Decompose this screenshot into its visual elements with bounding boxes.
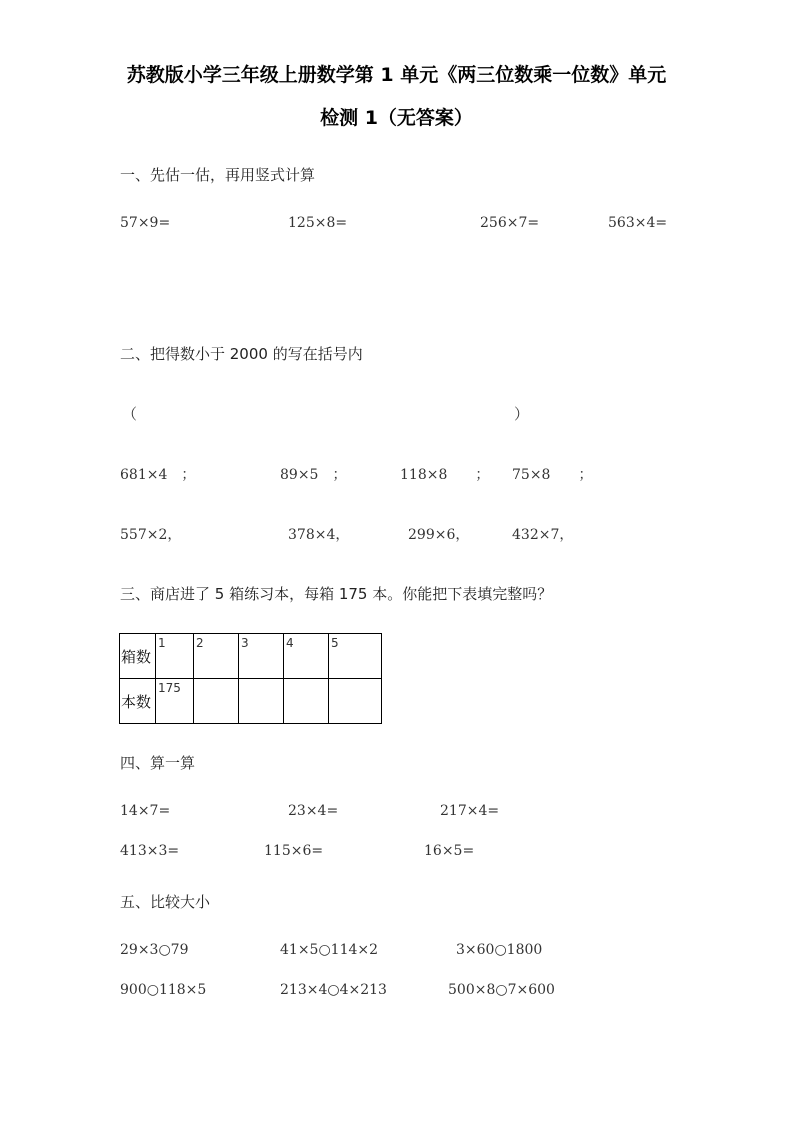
section2-row2-item-3: 299×6， — [408, 527, 470, 543]
section4-row2-item-2: 115×6= — [264, 843, 324, 859]
section2-row2-item-2: 378×4， — [288, 527, 350, 543]
section5-row2-item-1: 900○118×5 — [120, 982, 207, 998]
section4-row2-item-3: 16×5= — [424, 843, 475, 859]
section1-item-2: 125×8= — [288, 215, 348, 231]
section2-row2-item-1: 557×2， — [120, 527, 182, 543]
section5-row2-item-3: 500×8○7×600 — [448, 982, 555, 998]
section2-row1-item-3: 118×8 ； — [400, 467, 490, 483]
table-cell-box-3: 3 — [239, 634, 284, 679]
section4-row1-item-3: 217×4= — [440, 803, 500, 819]
section4-row2-item-1: 413×3= — [120, 843, 180, 859]
section4-heading: 四、算一算 — [120, 754, 196, 772]
section2-row2-item-4: 432×7， — [512, 527, 574, 543]
section4-row1-item-2: 23×4= — [288, 803, 339, 819]
row-header-books: 本数 — [120, 679, 156, 724]
table-cell-box-5: 5 — [329, 634, 382, 679]
table-row-books — [120, 679, 382, 724]
section1-item-4: 563×4= — [608, 215, 668, 231]
section1-item-1: 57×9= — [120, 215, 171, 231]
section2-row1-item-4: 75×8 ； — [512, 467, 593, 483]
answer-paren-open: （ — [122, 405, 138, 423]
table-cell-books-5[interactable] — [329, 679, 382, 724]
section5-row1-item-1: 29×3○79 — [120, 942, 189, 958]
page-title-line1: 苏教版小学三年级上册数学第 1 单元《两三位数乘一位数》单元 — [126, 64, 667, 86]
table-cell-box-1: 1 — [156, 634, 194, 679]
table-cell-books-4[interactable] — [284, 679, 329, 724]
section5-heading: 五、比较大小 — [120, 893, 211, 911]
section1-item-3: 256×7= — [480, 215, 540, 231]
section3-heading: 三、商店进了 5 箱练习本，每箱 175 本。你能把下表填完整吗？ — [120, 585, 553, 603]
table-row-boxes — [120, 634, 382, 679]
page-title-line2: 检测 1（无答案） — [320, 107, 473, 129]
table-cell-books-3[interactable] — [239, 679, 284, 724]
table-cell-box-2: 2 — [194, 634, 239, 679]
section5-row1-item-2: 41×5○114×2 — [280, 942, 379, 958]
table-cell-books-2[interactable] — [194, 679, 239, 724]
section5-row2-item-2: 213×4○4×213 — [280, 982, 387, 998]
table-cell-books-1: 175 — [156, 679, 194, 724]
table-cell-box-4: 4 — [284, 634, 329, 679]
section1-heading: 一、先估一估，再用竖式计算 — [120, 166, 316, 184]
section2-row1-item-1: 681×4 ； — [120, 467, 196, 483]
answer-paren-close: ） — [514, 405, 530, 423]
section2-row1-item-2: 89×5 ； — [280, 467, 347, 483]
fill-in-table — [119, 633, 382, 724]
section4-row1-item-1: 14×7= — [120, 803, 171, 819]
section5-row1-item-3: 3×60○1800 — [456, 942, 543, 958]
row-header-boxes: 箱数 — [120, 634, 156, 679]
section2-heading: 二、把得数小于 2000 的写在括号内 — [120, 345, 363, 363]
